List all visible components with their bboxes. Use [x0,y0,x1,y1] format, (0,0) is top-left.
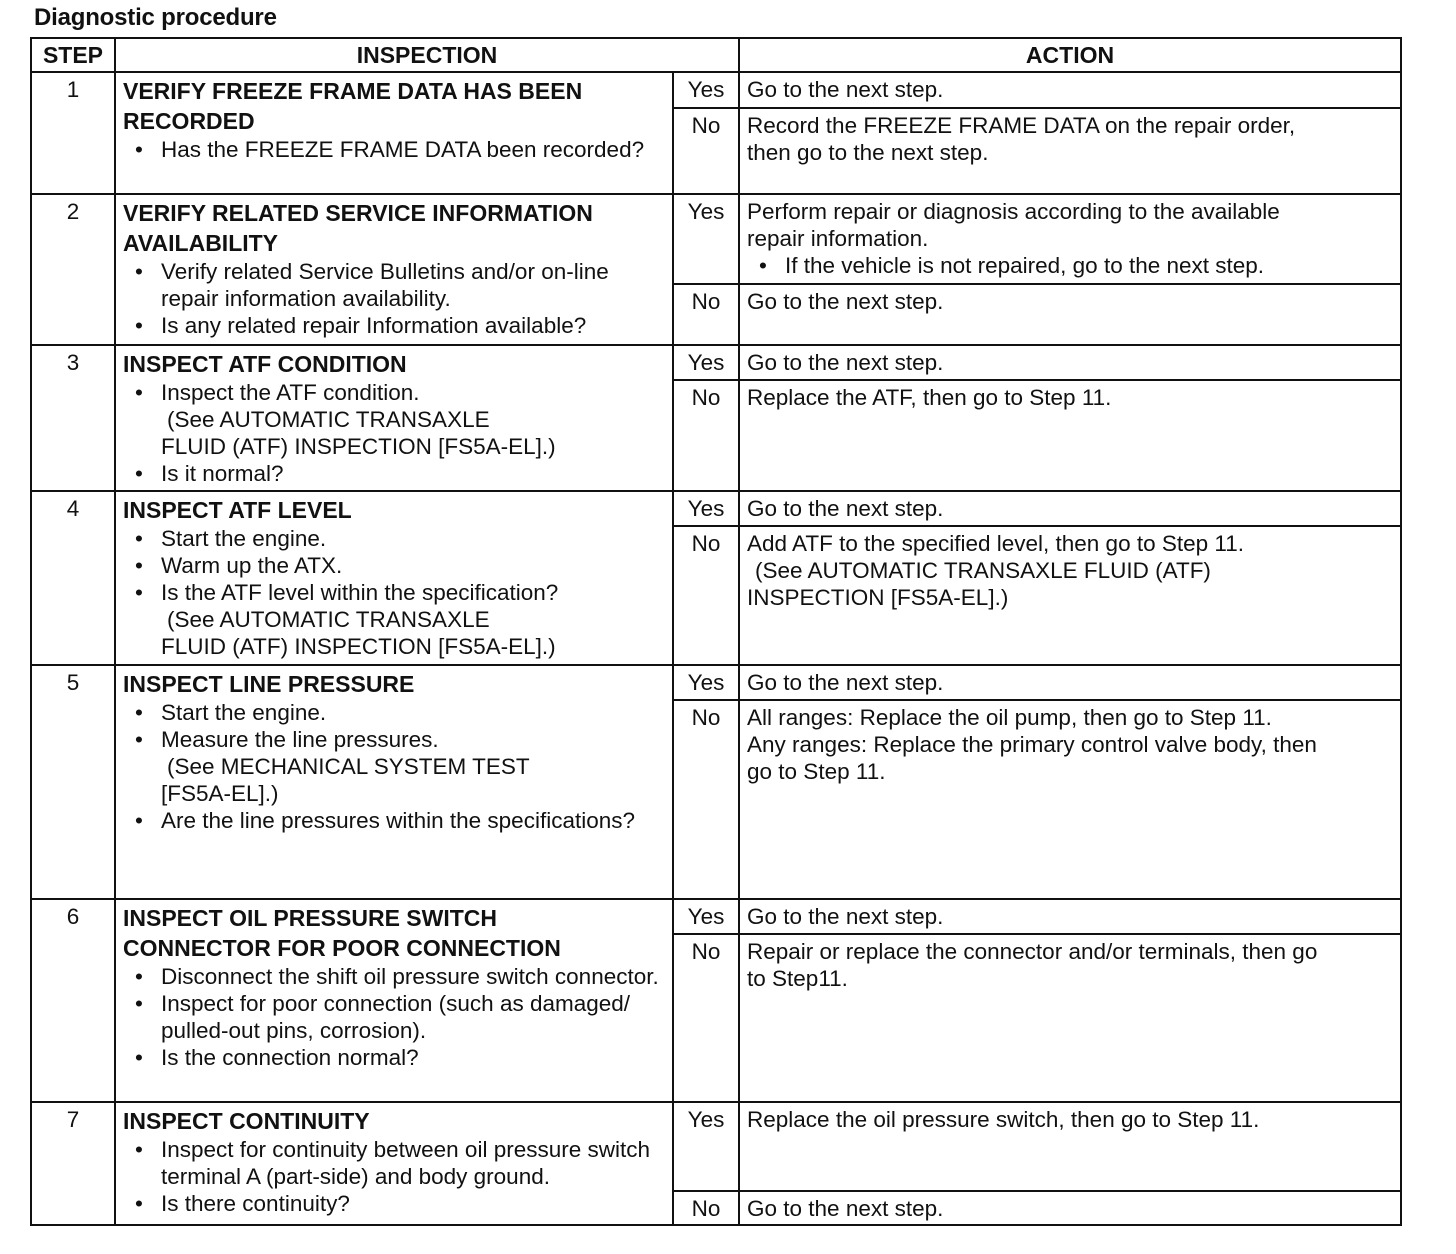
yes-label: Yes [673,194,739,284]
step-number: 4 [31,491,115,665]
bullet-item: • Has the FREEZE FRAME DATA been recorded? [123,136,666,163]
step-title: INSPECT ATF LEVEL [123,497,352,523]
no-label: No [673,934,739,1102]
no-label: No [673,380,739,491]
yes-action: Go to the next step. [739,899,1401,934]
no-action: Add ATF to the specified level, then go to Step 11. (See AUTOMATIC TRANSAXLE FLUID (ATF) INSPECTION [FS5A-EL].) [739,526,1401,665]
diagnostic-table [30,37,1402,1226]
step-number: 6 [31,899,115,1102]
step-5-yes-row [31,665,1401,700]
bullet-item: • Disconnect the shift oil pressure switch connector. [123,963,666,990]
yes-action: Go to the next step. [739,72,1401,108]
yes-label: Yes [673,1102,739,1191]
bullet-item: • Is the connection normal? [123,1044,666,1071]
yes-action: Go to the next step. [739,491,1401,526]
page-title: Diagnostic procedure [34,4,277,31]
yes-label: Yes [673,72,739,108]
bullet-list [123,258,666,339]
bullet-item: • Start the engine. [123,525,666,552]
bullet-item: • Measure the line pressures. (See MECHANICAL SYSTEM TEST [FS5A-EL].) [123,726,666,807]
no-action: Record the FREEZE FRAME DATA on the repair order, then go to the next step. [739,108,1401,194]
bullet-item: • Inspect for continuity between oil pressure switch terminal A (part-side) and body ground. [123,1136,666,1190]
step-number: 5 [31,665,115,899]
step-inspection [115,72,673,194]
step-6-yes-row [31,899,1401,934]
reference-text: [FS5A-EL].) [161,781,279,806]
bullet-list [123,1136,666,1217]
header-step: STEP [31,38,115,72]
step-number: 2 [31,194,115,345]
step-inspection [115,1102,673,1225]
reference-text: INSPECTION [FS5A-EL].) [747,585,1009,610]
bullet-item: • Inspect the ATF condition. (See AUTOMATIC TRANSAXLE FLUID (ATF) INSPECTION [FS5A-EL].) [123,379,666,460]
step-7-yes-row [31,1102,1401,1191]
bullet-list [123,525,666,660]
no-action: Go to the next step. [739,284,1401,345]
step-3-yes-row [31,345,1401,380]
no-action: Go to the next step. [739,1191,1401,1225]
no-action: Repair or replace the connector and/or terminals, then go to Step11. [739,934,1401,1102]
step-inspection [115,899,673,1102]
step-inspection [115,491,673,665]
bullet-item: • Inspect for poor connection (such as damaged/ pulled-out pins, corrosion). [123,990,666,1044]
yes-action: Go to the next step. [739,345,1401,380]
step-title: INSPECT LINE PRESSURE [123,671,415,697]
yes-action: Replace the oil pressure switch, then go to Step 11. [739,1102,1401,1191]
step-number: 3 [31,345,115,491]
no-label: No [673,284,739,345]
yes-label: Yes [673,665,739,700]
no-action: Replace the ATF, then go to Step 11. [739,380,1401,491]
bullet-item: • Verify related Service Bulletins and/or on-line repair information availability. [123,258,666,312]
step-inspection [115,345,673,491]
step-title: INSPECT OIL PRESSURE SWITCH CONNECTOR FOR POOR CONNECTION [123,905,561,961]
step-title: VERIFY RELATED SERVICE INFORMATION AVAILABILITY [123,200,593,256]
step-title: INSPECT ATF CONDITION [123,351,407,377]
header-action: ACTION [739,38,1401,72]
step-2-yes-row [31,194,1401,284]
reference-text: FLUID (ATF) INSPECTION [FS5A-EL].) [161,434,556,459]
step-number: 1 [31,72,115,194]
bullet-list [123,379,666,487]
no-label: No [673,1191,739,1225]
bullet-list [123,136,666,163]
no-action: All ranges: Replace the oil pump, then go to Step 11. Any ranges: Replace the primary control valve body, then go to Step 11. [739,700,1401,899]
reference-text: (See AUTOMATIC TRANSAXLE [167,607,490,632]
yes-label: Yes [673,491,739,526]
bullet-item: • Is any related repair Information available? [123,312,666,339]
reference-text: FLUID (ATF) INSPECTION [FS5A-EL].) [161,634,556,659]
bullet-item: • Is the ATF level within the specification? (See AUTOMATIC TRANSAXLE FLUID (ATF) INSPECTION [FS5A-EL].) [123,579,666,660]
header-row [31,38,1401,72]
step-title: VERIFY FREEZE FRAME DATA HAS BEEN RECORDED [123,78,583,134]
step-inspection [115,665,673,899]
no-label: No [673,108,739,194]
reference-text: (See AUTOMATIC TRANSAXLE FLUID (ATF) [755,558,1211,583]
yes-label: Yes [673,899,739,934]
bullet-item: • Is there continuity? [123,1190,666,1217]
step-title: INSPECT CONTINUITY [123,1108,370,1134]
step-inspection [115,194,673,345]
action-bullet: • If the vehicle is not repaired, go to the next step. [747,252,1394,279]
bullet-item: • Is it normal? [123,460,666,487]
bullet-item: • Are the line pressures within the specifications? [123,807,666,834]
reference-text: (See AUTOMATIC TRANSAXLE [167,407,490,432]
yes-label: Yes [673,345,739,380]
bullet-list [123,963,666,1071]
reference-text: (See MECHANICAL SYSTEM TEST [167,754,530,779]
step-1-yes-row [31,72,1401,108]
yes-action: Perform repair or diagnosis according to the available repair information. • If the vehicle is not repaired, go to the next step. [739,194,1401,284]
header-inspection: INSPECTION [115,38,739,72]
step-number: 7 [31,1102,115,1225]
bullet-list [123,699,666,834]
yes-action: Go to the next step. [739,665,1401,700]
step-4-yes-row [31,491,1401,526]
no-label: No [673,526,739,665]
no-label: No [673,700,739,899]
bullet-item: • Warm up the ATX. [123,552,666,579]
bullet-item: • Start the engine. [123,699,666,726]
